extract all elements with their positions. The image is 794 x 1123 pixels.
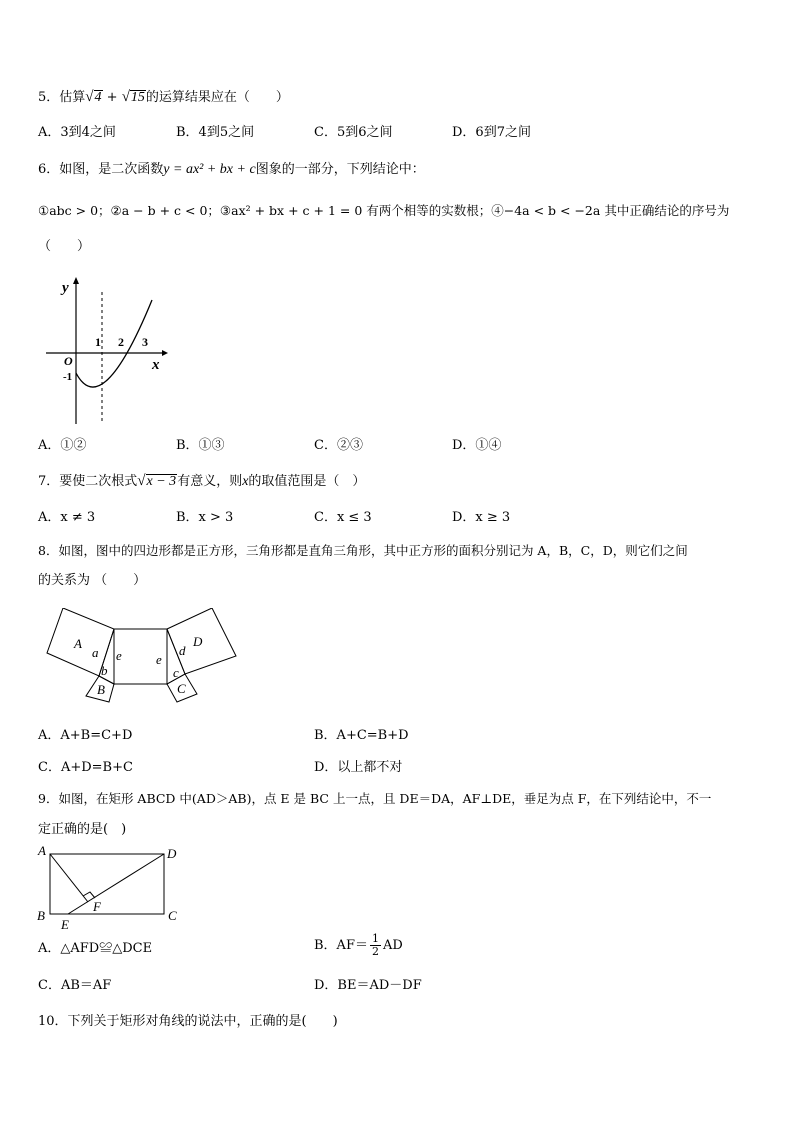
q9-right-angle-mark xyxy=(83,892,95,898)
q6-y-arrow xyxy=(73,277,79,284)
q9-segment-AF xyxy=(50,854,88,902)
q8-label-A: A xyxy=(74,636,82,651)
q6-tick-1: 1 xyxy=(95,335,101,349)
q6-origin-label: O xyxy=(64,354,73,368)
q5-option-a[interactable]: A．3到4之间 xyxy=(38,125,116,140)
q9-rectangle-ABCD xyxy=(50,854,164,914)
q8-stem-line2: 的关系为 （ ） xyxy=(38,573,147,588)
q7-option-c[interactable]: C．x ≤ 3 xyxy=(314,510,372,525)
q9-option-b-suffix: AD xyxy=(382,937,403,953)
q8-label-c: c xyxy=(173,665,179,680)
q6-conditions: ①abc > 0；②a − b + c < 0；③ax² + bx + c + 1 = 0 有两个相等的实数根；④−4a < b < −2a 其中正确结论的序号为 xyxy=(38,203,730,218)
q6-paren: （ ） xyxy=(38,239,91,254)
q5-sqrt-15: √15 xyxy=(121,89,145,105)
q5-option-d[interactable]: D．6到7之间 xyxy=(452,125,531,140)
q8-label-C: C xyxy=(177,681,186,696)
q6-option-c[interactable]: C．②③ xyxy=(314,438,363,453)
q8-stem-line1: 8．如图，图中的四边形都是正方形，三角形都是直角三角形，其中正方形的面积分别记为 A，B，C，D，则它们之间 xyxy=(38,543,688,558)
q6-option-d[interactable]: D．①④ xyxy=(452,438,502,453)
q9-label-E: E xyxy=(61,917,69,932)
q8-option-c[interactable]: C．A+D=B+C xyxy=(38,760,133,775)
q8-label-B: B xyxy=(97,682,105,697)
q5-option-b[interactable]: B．4到5之间 xyxy=(176,125,255,140)
q9-rectangle-figure xyxy=(34,843,184,933)
q7-option-b[interactable]: B．x > 3 xyxy=(176,510,234,525)
q8-option-b[interactable]: B．A+C=B+D xyxy=(314,728,409,743)
q5-stem-prefix: 5．估算 xyxy=(38,90,86,105)
q6-stem xyxy=(38,161,425,179)
q6-option-b[interactable]: B．①③ xyxy=(176,438,225,453)
q7-stem-prefix: 7．要使二次根式 xyxy=(38,474,138,489)
q9-label-F: F xyxy=(93,899,101,914)
q6-stem-prefix: 6．如图，是二次函数 xyxy=(38,162,164,177)
q8-option-a[interactable]: A．A+B=C+D xyxy=(38,728,133,743)
q8-label-e-left: e xyxy=(116,648,122,663)
q6-x-arrow xyxy=(162,350,168,356)
q9-label-D: D xyxy=(167,846,177,861)
q9-label-B: B xyxy=(37,908,45,923)
q9-segment-DE xyxy=(68,854,164,914)
q5-stem xyxy=(38,88,289,107)
q7-stem-mid: 有意义，则 xyxy=(177,474,243,489)
q7-radical: √x − 3 xyxy=(137,473,177,489)
q8-option-d[interactable]: D．以上都不对 xyxy=(314,760,403,775)
q9-label-A: A xyxy=(38,843,46,858)
q9-label-C: C xyxy=(168,908,177,923)
q7-stem xyxy=(38,472,365,491)
q7-stem-suffix: 的取值范围是（ ） xyxy=(248,474,366,489)
q8-label-e-right: e xyxy=(156,652,162,667)
q6-parabola xyxy=(76,300,152,387)
q9-option-c[interactable]: C．AB＝AF xyxy=(38,978,112,993)
q6-x-label: x xyxy=(152,357,160,373)
q8-squares-figure xyxy=(44,608,244,708)
q6-y-label: y xyxy=(62,280,69,296)
q6-option-a[interactable]: A．①② xyxy=(38,438,87,453)
q9-option-b-prefix: B．AF＝ xyxy=(314,937,368,953)
q9-option-d[interactable]: D．BE＝AD－DF xyxy=(314,978,422,993)
q6-parabola-graph xyxy=(40,272,180,432)
q5-plus: + xyxy=(102,90,122,105)
q6-tick-2: 2 xyxy=(118,335,124,349)
q9-fraction-numerator: 1 xyxy=(371,932,379,945)
q9-option-b[interactable] xyxy=(314,933,403,958)
q6-tick-minus-1: -1 xyxy=(63,371,73,383)
q10-stem: 10．下列关于矩形对角线的说法中，正确的是( ) xyxy=(38,1014,338,1029)
q9-stem-line1: 9．如图，在矩形 ABCD 中(AD＞AB)，点 E 是 BC 上一点，且 DE＝DA，AF⊥DE，垂足为点 F，在下列结论中，不一 xyxy=(38,791,712,806)
q8-label-a: a xyxy=(92,645,99,660)
q7-var: x xyxy=(242,474,249,489)
q8-label-b: b xyxy=(101,663,108,678)
q5-stem-suffix: 的运算结果应在（ ） xyxy=(145,90,289,105)
q7-option-a[interactable]: A．x ≠ 3 xyxy=(38,510,96,525)
q6-function: y = ax² + bx + c xyxy=(163,162,256,177)
q9-fraction-denominator: 2 xyxy=(371,945,379,958)
q6-stem-suffix: 图象的一部分，下列结论中： xyxy=(255,162,425,177)
q9-stem-line2: 定正确的是( ) xyxy=(38,822,127,837)
q7-option-d[interactable]: D．x ≥ 3 xyxy=(452,510,511,525)
q8-label-D: D xyxy=(193,634,203,649)
q9-option-a[interactable]: A．△AFD≌△DCE xyxy=(38,941,153,956)
q6-tick-3: 3 xyxy=(142,335,148,349)
q8-label-d: d xyxy=(179,643,186,658)
q9-option-b-fraction xyxy=(370,933,381,958)
q5-option-c[interactable]: C．5到6之间 xyxy=(314,125,393,140)
q5-sqrt-4: √4 xyxy=(85,89,102,105)
